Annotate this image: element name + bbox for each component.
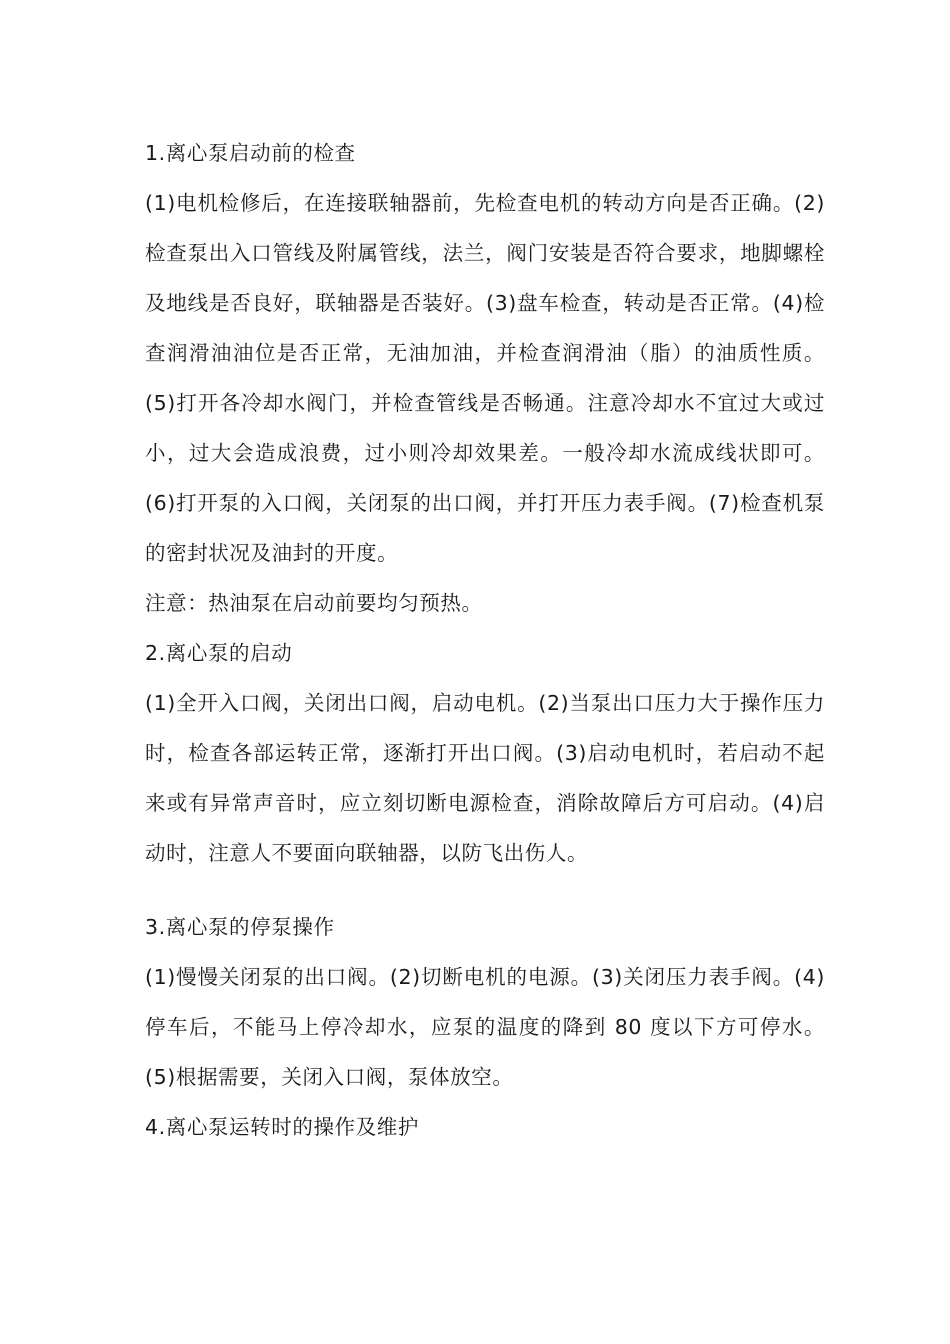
section1-title: 1.离心泵启动前的检查	[145, 141, 356, 165]
section2-body: (1)全开入口阀，关闭出口阀，启动电机。(2)当泵出口压力大于操作压力时，检查各部运转正常，逐渐打开出口阀。(3)启动电机时，若启动不起来或有异常声音时，应立刻切断电源检查，消除故障后方可启动。(4)启动时，注意人不要面向联轴器，以防飞出伤人。	[145, 691, 825, 865]
section3-body: (1)慢慢关闭泵的出口阀。(2)切断电机的电源。(3)关闭压力表手阀。(4)停车后，不能马上停冷却水，应泵的温度的降到 80 度以下方可停水。(5)根据需要，关闭入口阀，泵体放空。	[145, 965, 825, 1089]
section1-note: 注意：热油泵在启动前要均匀预热。	[145, 591, 483, 615]
paragraph-gap	[145, 878, 825, 902]
document-content	[145, 128, 825, 1152]
section3-title: 3.离心泵的停泵操作	[145, 915, 335, 939]
section4-title: 4.离心泵运转时的操作及维护	[145, 1115, 419, 1139]
section2-title: 2.离心泵的启动	[145, 641, 293, 665]
section1-body: (1)电机检修后，在连接联轴器前，先检查电机的转动方向是否正确。(2)检查泵出入口管线及附属管线，法兰，阀门安装是否符合要求，地脚螺栓及地线是否良好，联轴器是否装好。(3)盘车检查，转动是否正常。(4)检查润滑油油位是否正常，无油加油，并检查润滑油（脂）的油质性质。(5)打开各冷却水阀门，并检查管线是否畅通。注意冷却水不宜过大或过小，过大会造成浪费，过小则冷却效果差。一般冷却水流成线状即可。(6)打开泵的入口阀，关闭泵的出口阀，并打开压力表手阀。(7)检查机泵的密封状况及油封的开度。	[145, 191, 825, 565]
